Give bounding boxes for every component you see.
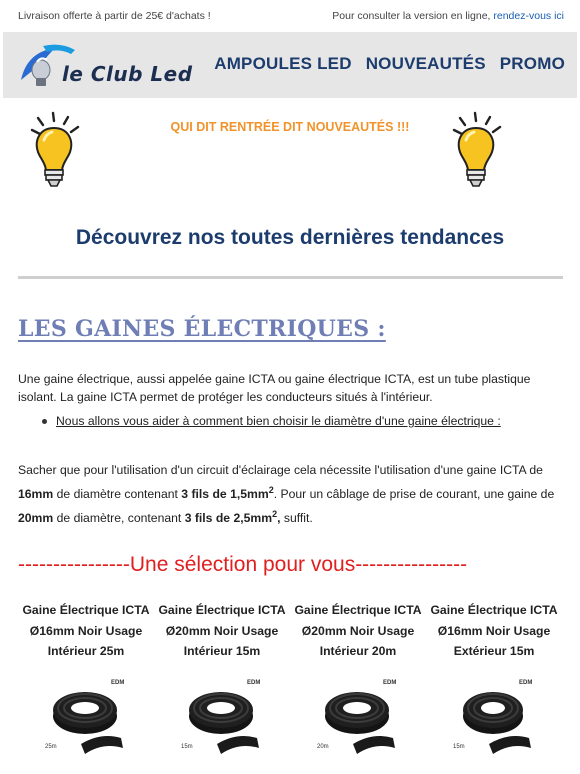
- promo-headline: QUI DIT RENTRÉE DIT NOUVEAUTÉS !!!: [170, 120, 410, 134]
- product-name[interactable]: Gaine Électrique ICTA Ø16mm Noir Usage Extérieur 15m: [430, 603, 558, 658]
- header: [3, 32, 577, 98]
- product-length-label: 20m: [317, 743, 329, 750]
- online-version-link[interactable]: rendez-vous ici: [493, 10, 564, 22]
- detail-bold: 3 fils de 1,5mm: [181, 487, 269, 502]
- bullet-dot: [42, 419, 47, 424]
- divider: [18, 276, 563, 279]
- logo-text: le Club Led: [62, 62, 193, 86]
- section-title: LES GAINES ÉLECTRIQUES :: [18, 316, 386, 342]
- product-card[interactable]: [154, 600, 290, 764]
- product-length-label: 25m: [45, 743, 57, 750]
- product-brand: EDM: [383, 679, 397, 686]
- detail-bold: 3 fils de 2,5mm: [184, 511, 273, 526]
- cable-coil-image[interactable]: [313, 672, 403, 764]
- product-name[interactable]: Gaine Électrique ICTA Ø20mm Noir Usage Intérieur 20m: [294, 603, 422, 658]
- online-version-text: Pour consulter la version en ligne,: [332, 10, 491, 22]
- promo-banner: [0, 104, 580, 194]
- nav-nouveautes[interactable]: NOUVEAUTÉS: [365, 54, 486, 73]
- product-brand: EDM: [519, 679, 533, 686]
- detail-text: suffit.: [280, 511, 313, 526]
- free-shipping-notice: Livraison offerte à partir de 25€ d'achats !: [18, 10, 211, 22]
- product-name[interactable]: Gaine Électrique ICTA Ø20mm Noir Usage Intérieur 15m: [158, 603, 286, 658]
- lightbulb-icon: [448, 110, 510, 192]
- product-brand: EDM: [111, 679, 125, 686]
- intro-paragraph: Une gaine électrique, aussi appelée gaine ICTA ou gaine électrique ICTA, est un tube plastique isolant. La gaine ICTA permet de protéger les conducteurs situés à l'intérieur.: [18, 372, 531, 404]
- detail-bold: ,: [277, 511, 281, 526]
- detail-text: Sacher que pour l'utilisation d'un circuit d'éclairage cela nécessite l'utilisation d'une gaine ICTA de: [18, 463, 543, 477]
- detail-paragraph: [18, 460, 563, 528]
- site-logo[interactable]: [17, 40, 192, 92]
- detail-superscript: 2: [272, 509, 278, 520]
- selection-title: ----------------Une sélection pour vous----------------: [18, 553, 468, 576]
- detail-bold: 16mm: [18, 487, 54, 502]
- product-name[interactable]: Gaine Électrique ICTA Ø16mm Noir Usage Intérieur 25m: [22, 603, 150, 658]
- detail-text: . Pour un câblage de prise de courant, une gaine de: [273, 487, 555, 502]
- main-nav: [214, 54, 565, 74]
- detail-superscript: 2: [268, 485, 274, 495]
- nav-ampoules-led[interactable]: AMPOULES LED: [214, 54, 352, 73]
- bullet-text: Nous allons vous aider à comment bien choisir le diamètre d'une gaine électrique :: [56, 414, 501, 428]
- cable-coil-image[interactable]: [449, 672, 539, 764]
- product-card[interactable]: [18, 600, 154, 764]
- online-version-notice: [332, 10, 564, 22]
- cable-coil-image[interactable]: [41, 672, 131, 764]
- product-card[interactable]: [290, 600, 426, 764]
- product-length-label: 15m: [181, 743, 193, 750]
- tagline: Découvrez nos toutes dernières tendances: [75, 226, 505, 249]
- detail-bold: 20mm: [18, 511, 54, 526]
- product-grid: [18, 600, 563, 764]
- product-length-label: 15m: [453, 743, 465, 750]
- cable-coil-image[interactable]: [177, 672, 267, 764]
- detail-text: de diamètre contenant: [53, 487, 182, 502]
- top-bar: [0, 0, 580, 32]
- nav-promo[interactable]: PROMO: [499, 54, 565, 73]
- product-brand: EDM: [247, 679, 261, 686]
- product-card[interactable]: [426, 600, 562, 764]
- detail-text: de diamètre, contenant: [53, 511, 185, 526]
- list-item: [42, 414, 501, 428]
